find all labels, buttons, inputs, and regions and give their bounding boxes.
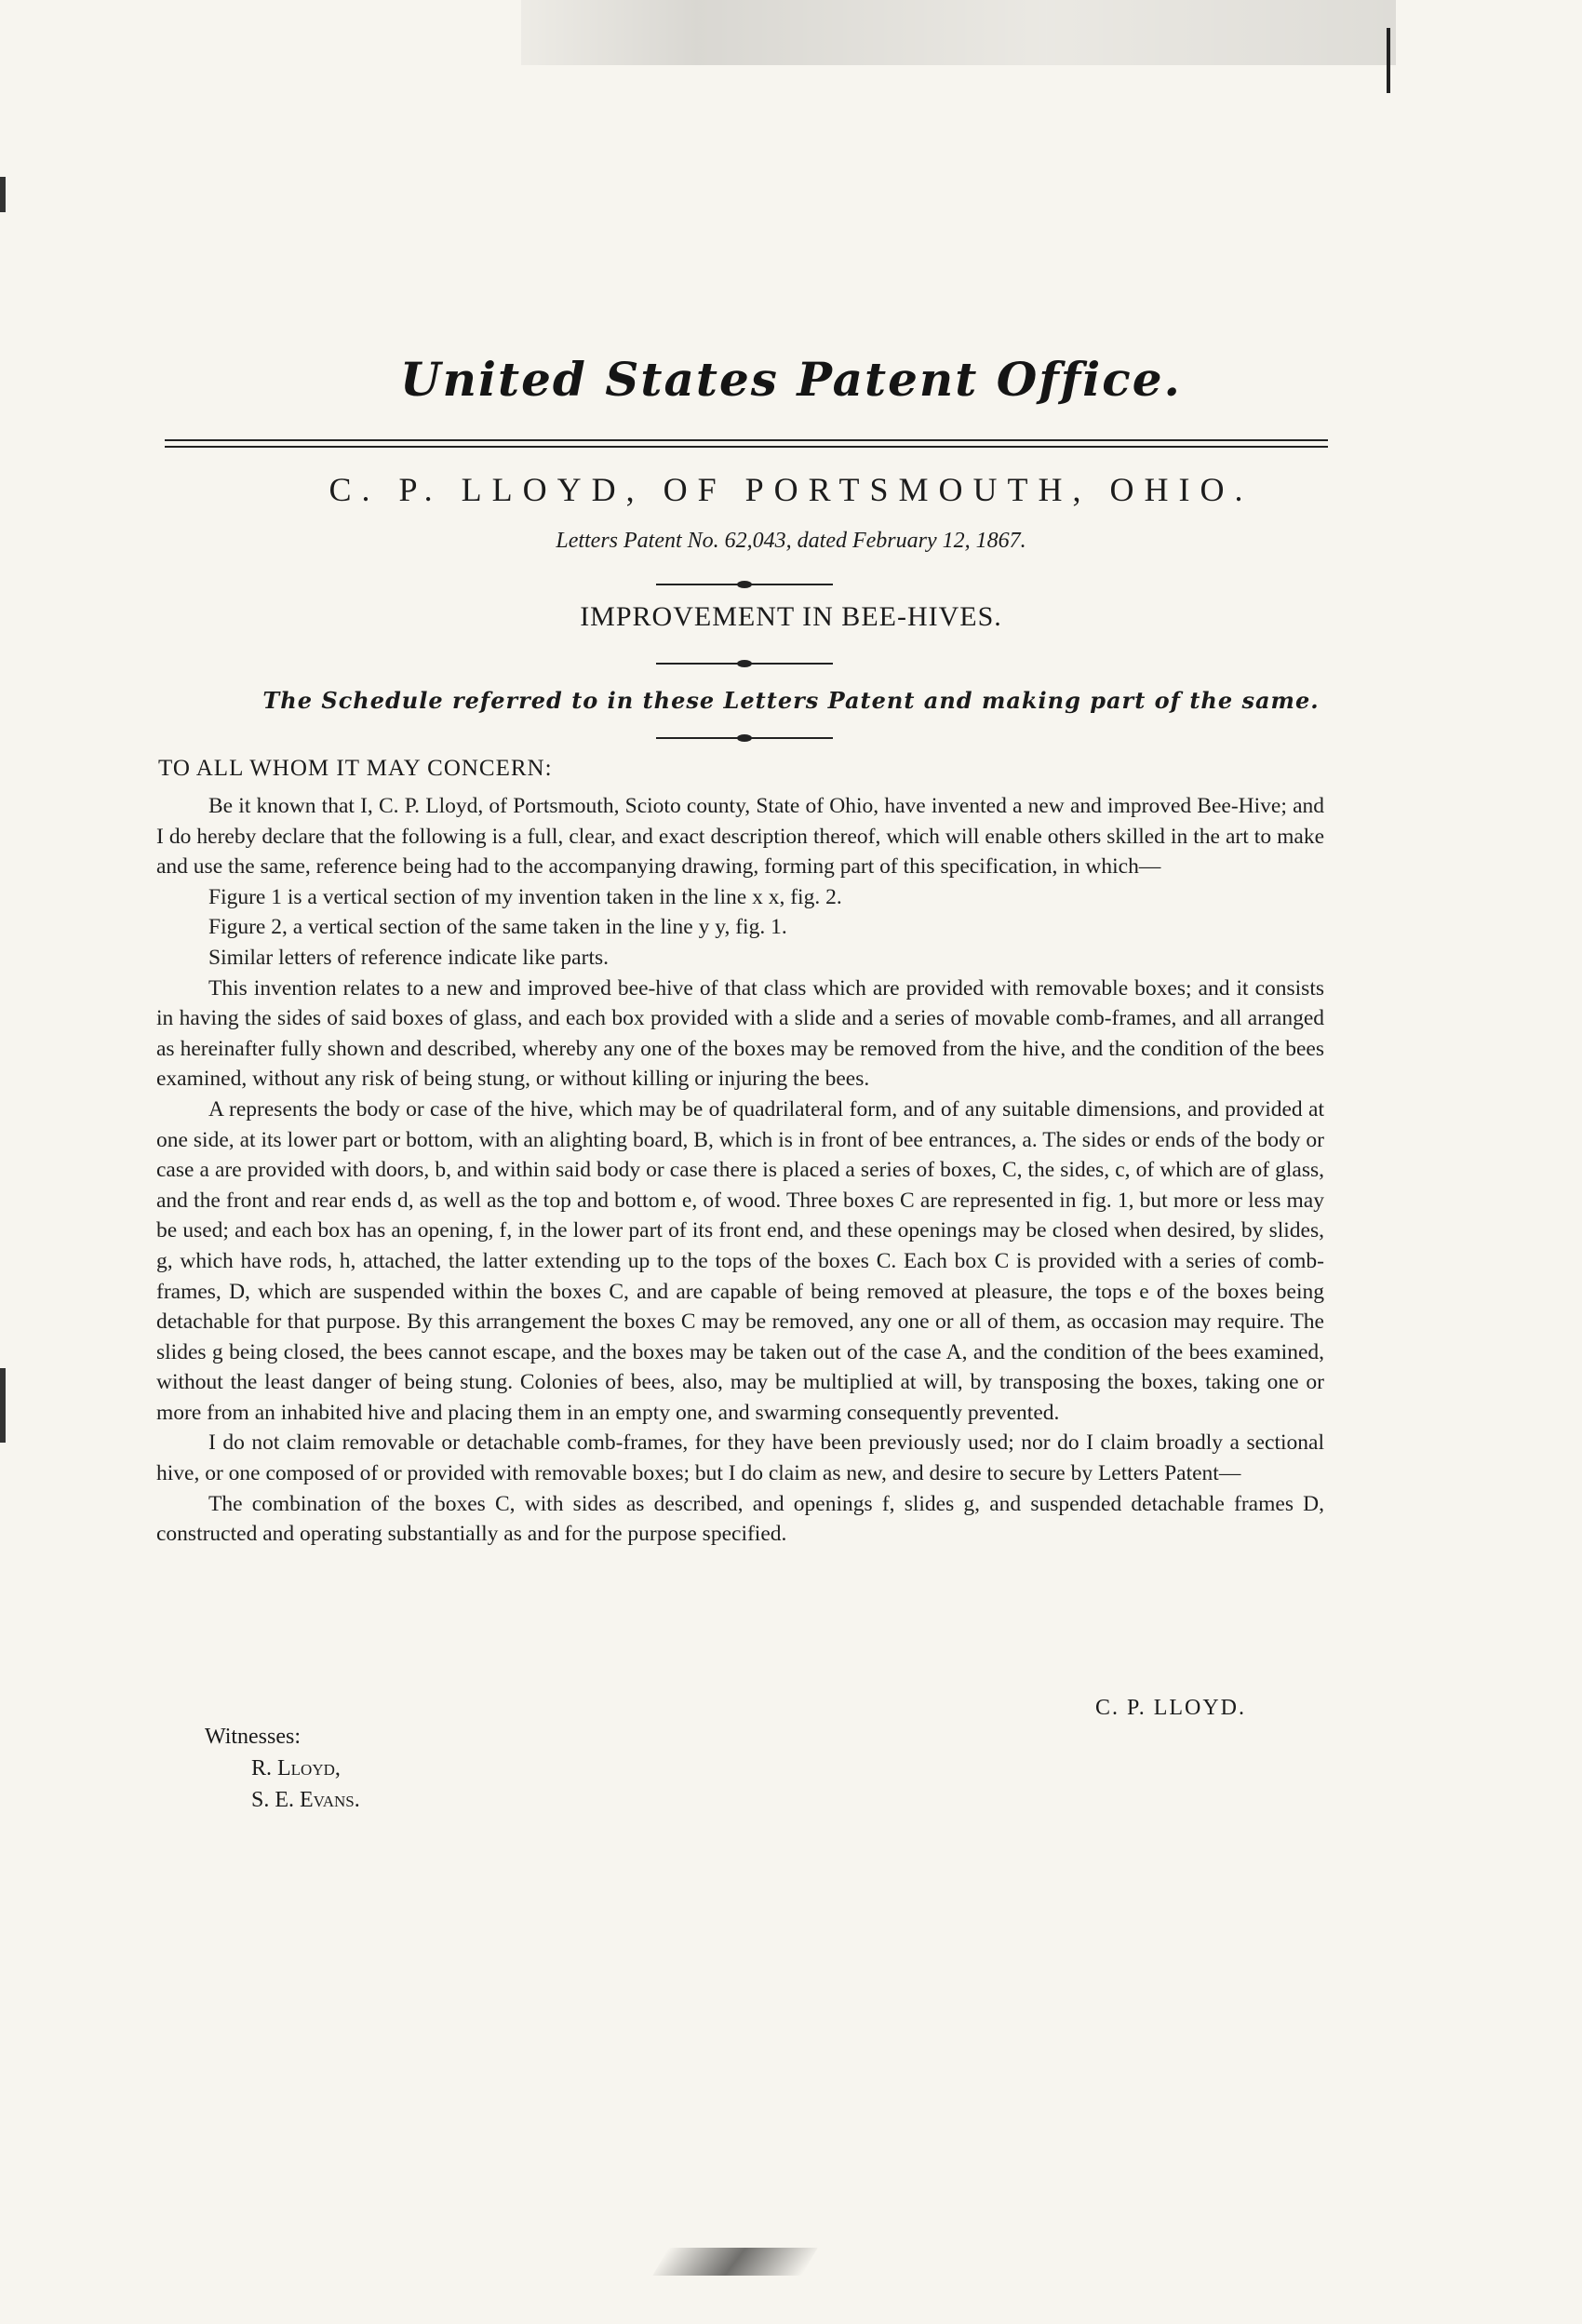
witnesses-label: Witnesses:: [205, 1725, 302, 1749]
paragraph: A represents the body or case of the hive, which may be of quadrilateral form, and of any suitable dimensions, and provided at one side, at its lower part or bottom, with an alighting board, B, which is in front of bee entrances, a. The sides or ends of the body or case a are provided with doors, b, and within said body or case there is placed a series of boxes, C, the sides, c, of which are of glass, and the front and rear ends d, as well as the top and bottom e, of wood. Three boxes C are represented in fig. 1, but more or less may be used; and each box has an opening, f, in the lower part of its front end, and these openings may be closed when desired, by slides, g, which have rods, h, attached, the latter extending up to the tops of the boxes C. Each box C is provided with a series of comb-frames, D, which are suspended within the boxes C, and are capable of being removed at pleasure, the tops e of the boxes being detachable for that purpose. By this arrangement the boxes C may be removed, any one or all of them, as occasion may require. The slides g being closed, the bees cannot escape, and the boxes may be taken out of the case A, and the condition of the bees examined, without the least danger of being stung. Colonies of bees, also, may be multiplied at will, by transposing the boxes, taking one or more from an inhabited hive and placing them in an empty one, and swarming consequently prevented.: [156, 1096, 1324, 1425]
paragraph: Be it known that I, C. P. Lloyd, of Portsmouth, Scioto county, State of Ohio, have invented a new and improved Bee-Hive; and I do hereby declare that the following is a full, clear, and exact description thereof, which will enable others skilled in the art to make and use the same, reference being had to the accompanying drawing, forming part of this specification, in which—: [156, 794, 1324, 880]
header-double-rule: [165, 439, 1328, 448]
ornamental-divider: [656, 584, 833, 585]
paragraph: Similar letters of reference indicate like parts.: [208, 945, 609, 970]
scan-artifact-top: [521, 0, 1396, 65]
witness-name: R. Lloyd,: [251, 1756, 341, 1780]
paragraph: Figure 2, a vertical section of the same taken in the line y y, fig. 1.: [208, 915, 787, 940]
claim-paragraph: The combination of the boxes C, with sides as described, and openings f, slides g, and suspended detachable frames D, constructed and operating substantially as and for the purpose specified.: [156, 1491, 1324, 1547]
scan-edge-mark: [1387, 28, 1390, 93]
schedule-line: The Schedule referred to in these Letters Patent and making part of the same.: [262, 687, 1320, 714]
patentee-line: C. P. LLOYD, OF PORTSMOUTH, OHIO.: [328, 471, 1254, 508]
office-title: United States Patent Office.: [400, 352, 1182, 407]
scan-margin-mark: [0, 177, 6, 212]
inventor-signature: C. P. LLOYD.: [1095, 1696, 1247, 1720]
paragraph: This invention relates to a new and improved bee-hive of that class which are provided with removable boxes; and it consists in having the sides of said boxes of glass, and each box provided with a slide and a series of movable comb-frames, and all arranged as hereinafter fully shown and described, whereby any one of the boxes may be removed from the hive, and the condition of the bees examined, without any risk of being stung, or without killing or injuring the bees.: [156, 975, 1324, 1092]
letters-patent-line: Letters Patent No. 62,043, dated February 12, 1867.: [556, 529, 1026, 553]
ornamental-divider: [656, 737, 833, 739]
paragraph: I do not claim removable or detachable comb-frames, for they have been previously used; nor do I claim broadly a sectional hive, or one composed of or provided with removable boxes; but I do claim as new, and desire to secure by Letters Patent—: [156, 1431, 1324, 1486]
scan-smudge: [652, 2248, 817, 2276]
paragraph: Figure 1 is a vertical section of my invention taken in the line x x, fig. 2.: [208, 884, 842, 909]
salutation: TO ALL WHOM IT MAY CONCERN:: [158, 756, 553, 781]
scan-margin-mark: [0, 1368, 6, 1443]
ornamental-divider: [656, 663, 833, 665]
witness-name: S. E. Evans.: [251, 1788, 360, 1812]
specification-body: [156, 791, 1324, 1550]
invention-title: IMPROVEMENT IN BEE-HIVES.: [580, 601, 1002, 632]
